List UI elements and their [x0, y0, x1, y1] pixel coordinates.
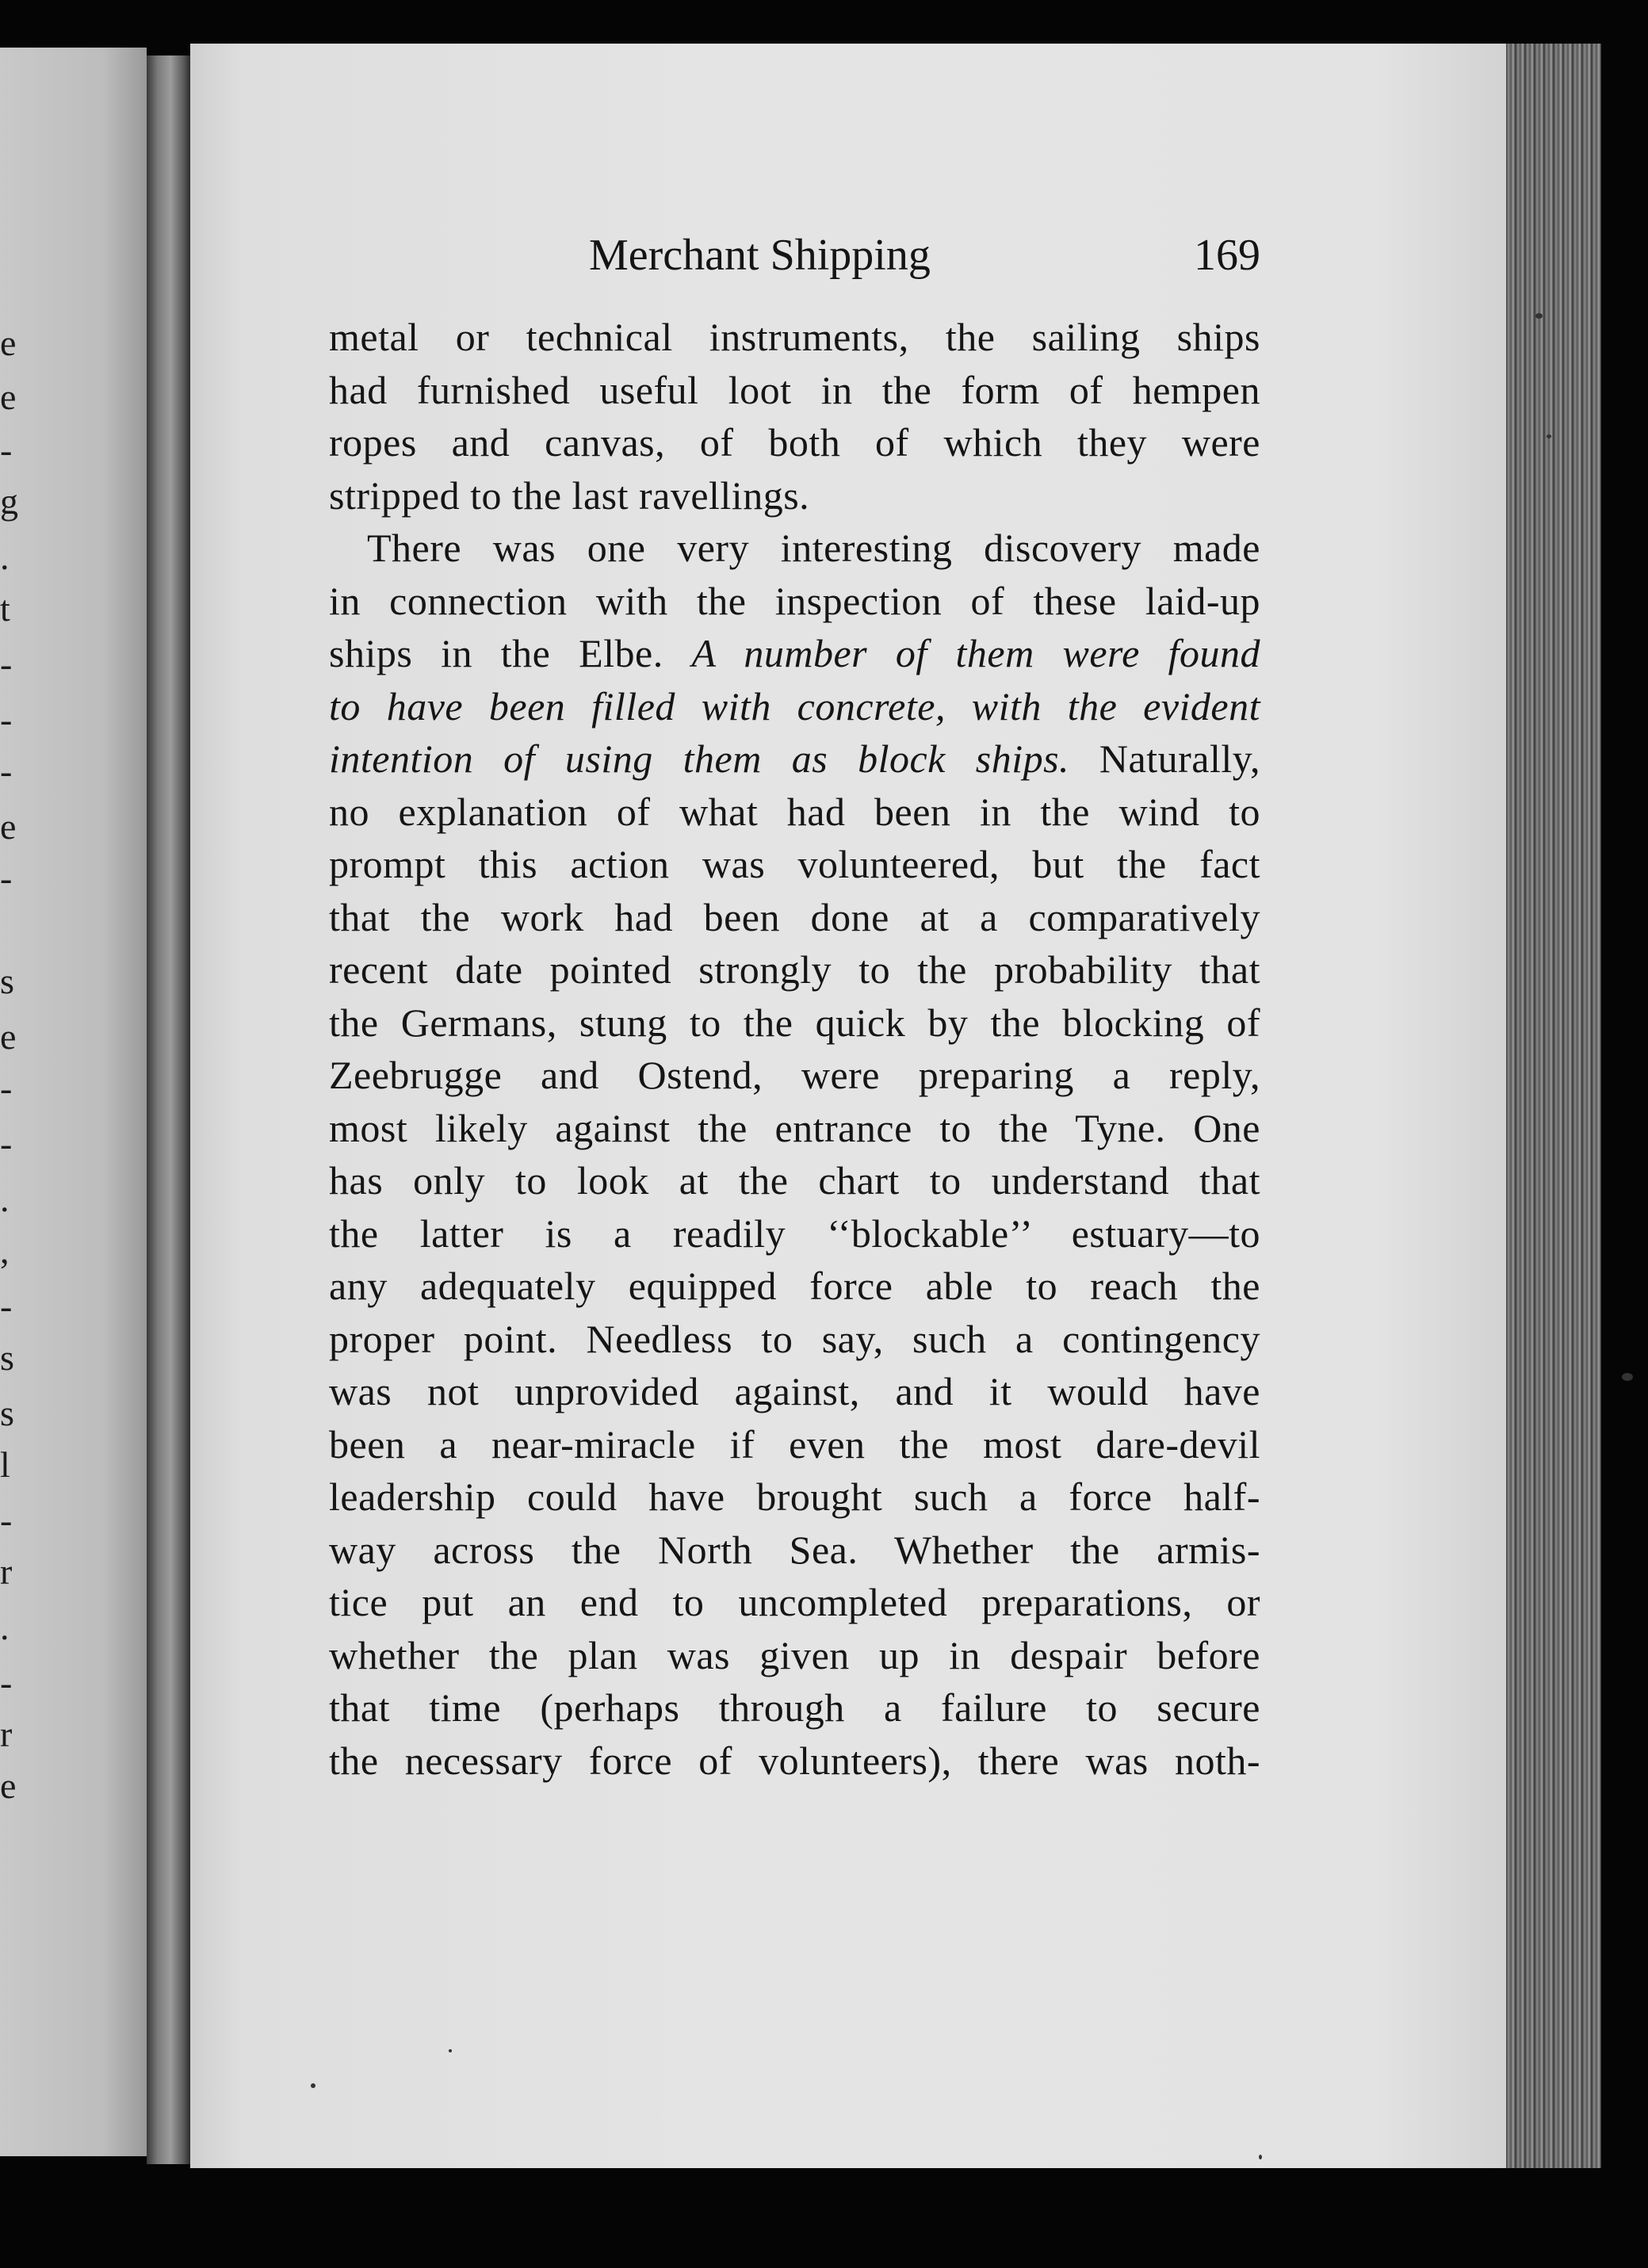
- facing-page-fragment-glyph: e: [0, 806, 17, 847]
- text-run: proper point. Needless to say, such a contingency: [329, 1316, 1260, 1361]
- text-line: [329, 627, 1260, 680]
- text-run: no explanation of what had been in the wind to: [329, 789, 1260, 834]
- facing-page-fragment: [0, 48, 147, 2156]
- facing-page-fragment-glyph: s: [0, 1337, 14, 1378]
- text-run: Zeebrugge and Ostend, were preparing a reply,: [329, 1053, 1260, 1097]
- text-line: [329, 1681, 1260, 1734]
- text-line: [329, 786, 1260, 839]
- text-line: metal or technical instruments, the sailing ships: [329, 315, 1260, 359]
- text-run: tice put an end to uncompleted preparations, or: [329, 1580, 1260, 1624]
- text-line: [329, 1734, 1260, 1788]
- facing-page-fragment-glyph: -: [0, 1500, 13, 1540]
- scan-speck: [1259, 2155, 1262, 2159]
- text-run: the Germans, stung to the quick by the blocking of: [329, 1000, 1260, 1045]
- running-head: [321, 230, 1260, 293]
- facing-page-fragment-glyph: g: [0, 481, 18, 522]
- facing-page-line-ends: [0, 48, 24, 2156]
- text-run: recent date pointed strongly to the probability that: [329, 947, 1260, 992]
- facing-page-fragment-glyph: -: [0, 430, 13, 470]
- text-line: [329, 575, 1260, 628]
- text-line: [329, 996, 1260, 1050]
- text-run: There was one very interesting discovery made: [367, 526, 1260, 570]
- scan-speck: [1547, 434, 1551, 438]
- text-run: been a near-miracle if even the most dare-devil: [329, 1421, 1260, 1467]
- facing-page-fragment-glyph: e: [0, 377, 17, 417]
- scan-speck: [449, 2049, 452, 2052]
- text-line: [329, 891, 1260, 944]
- facing-page-fragment-glyph: -: [0, 858, 13, 898]
- text-line: [329, 838, 1260, 891]
- facing-page-fragment-glyph: l: [0, 1444, 10, 1485]
- text-line: [329, 1154, 1260, 1207]
- paragraph: [329, 522, 1260, 1787]
- text-line: [329, 1418, 1260, 1471]
- body-text: [329, 311, 1260, 1787]
- text-line: [329, 1207, 1260, 1260]
- text-run: ships in the Elbe.: [329, 631, 692, 675]
- text-run: that time (perhaps through a failure to secure: [329, 1685, 1260, 1730]
- facing-page-fragment-glyph: -: [0, 1068, 13, 1108]
- facing-page-fragment-glyph: s: [0, 961, 14, 1001]
- text-run: any adequately equipped force able to reach the: [329, 1264, 1260, 1308]
- facing-page-fragment-glyph: ,: [0, 1230, 10, 1271]
- text-line: [329, 1629, 1260, 1682]
- text-line: stripped to the last ravellings.: [329, 472, 810, 518]
- facing-page-fragment-glyph: .: [0, 537, 10, 577]
- scan-speck: [1535, 313, 1543, 319]
- text-run: the latter is a readily ‘‘blockable’’ estuary—to: [329, 1210, 1260, 1256]
- text-line: [329, 1102, 1260, 1155]
- facing-page-fragment-glyph: s: [0, 1393, 14, 1433]
- text-line: [329, 943, 1260, 996]
- facing-page-fragment-glyph: .: [0, 1607, 10, 1647]
- text-line: [329, 1576, 1260, 1629]
- text-line: [329, 1260, 1260, 1313]
- page-number: 169: [1194, 231, 1260, 280]
- text-line: [329, 1524, 1260, 1577]
- italic-text: intention of using them as block ships.: [329, 736, 1070, 781]
- text-line: [329, 1471, 1260, 1524]
- text-run: most likely against the entrance to the Tyne. One: [329, 1105, 1260, 1150]
- text-line: [329, 522, 1260, 575]
- facing-page-fragment-glyph: .: [0, 1179, 10, 1219]
- text-run: has only to look at the chart to understand that: [329, 1158, 1260, 1203]
- text-run: prompt this action was volunteered, but the fact: [329, 842, 1260, 886]
- text-run: was not unprovided against, and it would have: [329, 1369, 1260, 1413]
- facing-page-fragment-glyph: -: [0, 751, 13, 791]
- paragraph: [329, 311, 1260, 522]
- text-line: [329, 732, 1260, 786]
- text-run: that the work had been done at a comparatively: [329, 894, 1260, 939]
- text-line: had furnished useful loot in the form of hempen: [329, 367, 1260, 412]
- text-line: [329, 1365, 1260, 1418]
- facing-page-fragment-glyph: -: [0, 644, 13, 684]
- running-title: Merchant Shipping: [589, 231, 931, 280]
- text-run: in connection with the inspection of these laid-up: [329, 578, 1260, 623]
- scan-speck: [1622, 1373, 1633, 1381]
- text-run: way across the North Sea. Whether the armis-: [329, 1527, 1260, 1572]
- text-run: whether the plan was given up in despair before: [329, 1632, 1260, 1677]
- text-line: [329, 680, 1260, 733]
- facing-page-fragment-glyph: r: [0, 1551, 13, 1592]
- facing-page-fragment-glyph: -: [0, 1123, 13, 1164]
- facing-page-fragment-glyph: e: [0, 323, 17, 363]
- text-line: [329, 1049, 1260, 1102]
- facing-page-fragment-glyph: -: [0, 699, 13, 740]
- facing-page-fragment-glyph: e: [0, 1765, 17, 1806]
- text-run: leadership could have brought such a force half-: [329, 1474, 1260, 1519]
- binding-gutter: [147, 55, 190, 2164]
- facing-page-fragment-glyph: e: [0, 1016, 17, 1057]
- facing-page-fragment-glyph: -: [0, 1286, 13, 1326]
- facing-page-fragment-glyph: t: [0, 588, 10, 629]
- text-run: the necessary force of volunteers), there was noth-: [329, 1738, 1260, 1783]
- page-edges: [1506, 44, 1601, 2168]
- facing-page-fragment-glyph: -: [0, 1662, 13, 1703]
- italic-text: A number of them were found: [691, 631, 1260, 675]
- facing-page-fragment-glyph: r: [0, 1714, 13, 1754]
- text-run: Naturally,: [1069, 736, 1261, 781]
- italic-text: to have been filled with concrete, with the evident: [329, 683, 1260, 729]
- text-line: [329, 1313, 1260, 1366]
- text-line: ropes and canvas, of both of which they were: [329, 420, 1260, 465]
- scan-speck: [311, 2083, 315, 2088]
